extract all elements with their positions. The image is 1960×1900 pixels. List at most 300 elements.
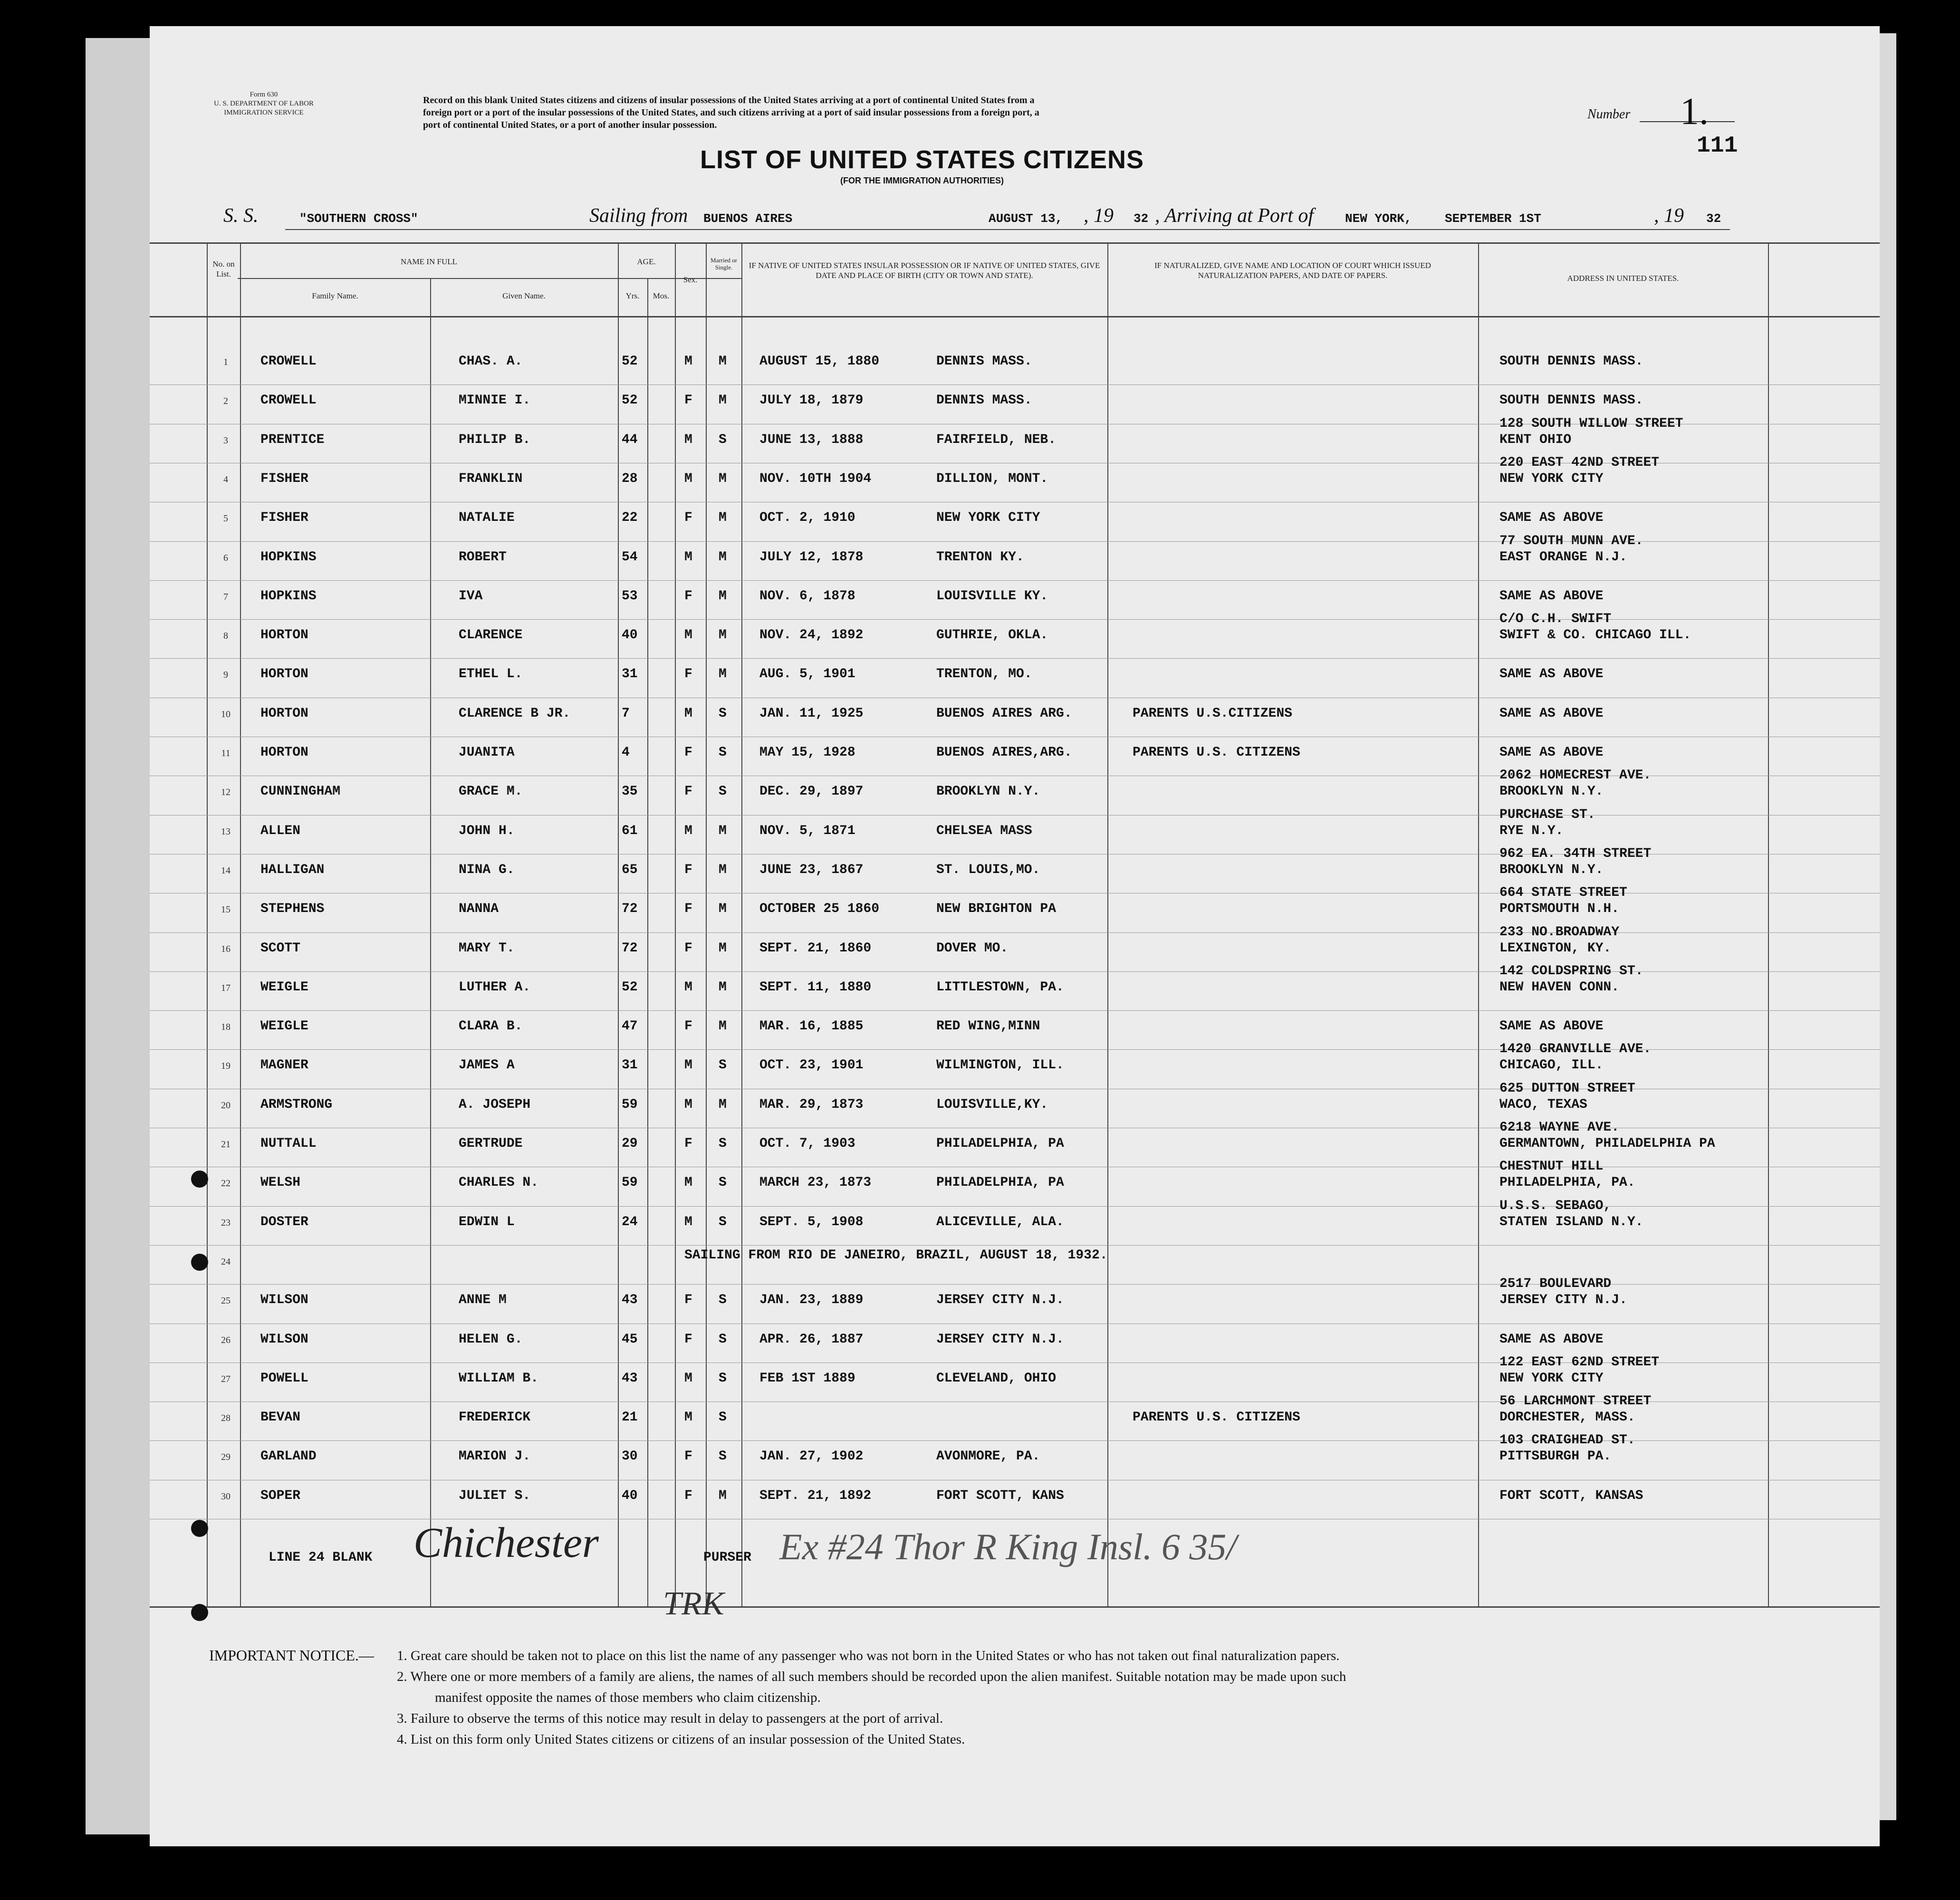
row-number: 23 <box>221 1217 231 1228</box>
family-name: CUNNINGHAM <box>260 784 341 799</box>
address-line-1: C/O C.H. SWIFT <box>1499 612 1612 627</box>
header-married-single: Married or Single. <box>711 257 737 271</box>
sex: F <box>684 1019 692 1034</box>
birth-place: LITTLESTOWN, PA. <box>936 979 1064 995</box>
address-line-1: 122 EAST 62ND STREET <box>1499 1354 1660 1370</box>
birth-place: FAIRFIELD, NEB. <box>936 432 1057 447</box>
row-number: 11 <box>221 748 231 758</box>
row-number: 7 <box>223 591 228 602</box>
given-name: FREDERICK <box>459 1410 531 1425</box>
address-line-2: PITTSBURGH PA. <box>1499 1449 1612 1464</box>
family-name: HOPKINS <box>260 549 317 565</box>
row-number: 24 <box>221 1256 231 1267</box>
page-subtitle: (FOR THE IMMIGRATION AUTHORITIES) <box>840 176 1004 185</box>
arrival-date: SEPTEMBER 1ST <box>1445 211 1541 226</box>
page-number: 111 <box>1697 133 1738 159</box>
address-line-2: SWIFT & CO. CHICAGO ILL. <box>1499 628 1691 643</box>
given-name: ETHEL L. <box>459 667 523 682</box>
address-line-1: 2062 HOMECREST AVE. <box>1499 768 1652 783</box>
marital-status: M <box>719 667 727 682</box>
birth-place: LOUISVILLE,KY. <box>936 1097 1048 1112</box>
birth-date: MAR. 29, 1873 <box>759 1097 864 1112</box>
row-number: 4 <box>223 474 228 485</box>
address-line-2: BROOKLYN N.Y. <box>1499 784 1604 799</box>
sex: F <box>684 784 692 799</box>
row-rule <box>150 1206 1880 1207</box>
arriving-label: , Arriving at Port of <box>1155 205 1314 227</box>
age-years: 7 <box>622 706 630 721</box>
age-years: 47 <box>622 1019 638 1034</box>
table-bottom-border <box>150 1606 1880 1608</box>
age-years: 59 <box>622 1097 638 1112</box>
age-years: 52 <box>622 393 638 408</box>
row-number: 9 <box>223 670 228 681</box>
birth-date: AUG. 5, 1901 <box>759 667 855 682</box>
number-value: 1. <box>1680 91 1709 133</box>
age-years: 43 <box>622 1371 638 1386</box>
marital-status: M <box>719 510 727 526</box>
voyage-underline <box>285 229 1730 230</box>
row-number: 22 <box>221 1178 231 1189</box>
age-years: 59 <box>622 1175 638 1190</box>
birth-place: DENNIS MASS. <box>936 393 1032 408</box>
punch-hole <box>191 1604 208 1621</box>
birth-place: ST. LOUIS,MO. <box>936 862 1040 877</box>
sex: M <box>684 471 692 486</box>
family-name: POWELL <box>260 1371 308 1386</box>
header-name-in-full: NAME IN FULL <box>401 257 457 266</box>
given-name: ROBERT <box>459 549 507 565</box>
family-name: SCOTT <box>260 940 301 956</box>
birth-date: MAR. 16, 1885 <box>759 1019 864 1034</box>
address-line-1: 220 EAST 42ND STREET <box>1499 455 1660 470</box>
ss-label: S. S. <box>223 205 259 227</box>
birth-place: WILMINGTON, ILL. <box>936 1058 1064 1073</box>
birth-date: JAN. 23, 1889 <box>759 1293 864 1308</box>
sex: F <box>684 745 692 760</box>
sex: F <box>684 1449 692 1464</box>
address-line-2: STATEN ISLAND N.Y. <box>1499 1214 1643 1229</box>
family-name: HORTON <box>260 667 308 682</box>
birth-date: MAY 15, 1928 <box>759 745 855 760</box>
birth-place: DILLION, MONT. <box>936 471 1048 486</box>
sex: F <box>684 588 692 604</box>
marital-status: S <box>719 1136 727 1151</box>
given-name: PHILIP B. <box>459 432 531 447</box>
marital-status: S <box>719 1332 727 1347</box>
sail-year: 32 <box>1134 211 1149 226</box>
header-given-name: Given Name. <box>502 291 546 300</box>
birth-date: JUNE 23, 1867 <box>759 862 864 877</box>
marital-status: M <box>719 862 727 877</box>
sex: F <box>684 393 692 408</box>
marital-status: M <box>719 902 727 917</box>
family-name: FISHER <box>260 471 308 486</box>
ship-name: "SOUTHERN CROSS" <box>299 211 418 226</box>
birth-place: TRENTON, MO. <box>936 667 1032 682</box>
header-address: ADDRESS IN UNITED STATES. <box>1567 274 1679 283</box>
given-name: MINNIE I. <box>459 393 531 408</box>
birth-date: OCT. 2, 1910 <box>759 510 855 526</box>
birth-place: PHILADELPHIA, PA <box>936 1136 1064 1151</box>
address-line-1: PURCHASE ST. <box>1499 807 1595 822</box>
age-years: 21 <box>622 1410 638 1425</box>
punch-hole <box>191 1171 208 1188</box>
notice-item: 3. Failure to observe the terms of this notice may result in delay to passengers at the port of arrival. <box>397 1711 943 1726</box>
marital-status: M <box>719 1097 727 1112</box>
family-name: HOPKINS <box>260 588 317 604</box>
row-rule <box>150 1245 1880 1246</box>
address-line-2: NEW HAVEN CONN. <box>1499 979 1620 995</box>
age-years: 40 <box>622 628 638 643</box>
given-name: JUANITA <box>459 745 515 760</box>
address-line-1: 6218 WAYNE AVE. <box>1499 1120 1620 1135</box>
birth-place: BUENOS AIRES,ARG. <box>936 745 1072 760</box>
marital-status: S <box>719 1058 727 1073</box>
given-name: CLARENCE <box>459 628 523 643</box>
birth-date: NOV. 5, 1871 <box>759 823 855 838</box>
sex: M <box>684 1371 692 1386</box>
age-years: 45 <box>622 1332 638 1347</box>
address-line-2: CHICAGO, ILL. <box>1499 1058 1604 1073</box>
marital-status: S <box>719 784 727 799</box>
birth-place: CLEVELAND, OHIO <box>936 1371 1057 1386</box>
age-years: 43 <box>622 1293 638 1308</box>
family-name: PRENTICE <box>260 432 325 447</box>
age-years: 24 <box>622 1214 638 1229</box>
age-years: 72 <box>622 902 638 917</box>
address-line-1: 233 NO.BROADWAY <box>1499 924 1620 940</box>
address-line-2: SOUTH DENNIS MASS. <box>1499 393 1643 408</box>
age-years: 54 <box>622 549 638 565</box>
birth-date: FEB 1ST 1889 <box>759 1371 855 1386</box>
given-name: LUTHER A. <box>459 979 531 995</box>
row-rule <box>150 1010 1880 1011</box>
handwritten-annotation: Ex #24 Thor R King Insl. 6 35/ <box>779 1526 1237 1567</box>
given-name: CLARA B. <box>459 1019 523 1034</box>
address-line-2: WACO, TEXAS <box>1499 1097 1587 1112</box>
age-years: 30 <box>622 1449 638 1464</box>
address-line-1: 2517 BOULEVARD <box>1499 1276 1612 1292</box>
row-rule <box>150 580 1880 581</box>
punch-hole <box>191 1520 208 1537</box>
age-years: 28 <box>622 471 638 486</box>
given-name: JULIET S. <box>459 1488 531 1503</box>
family-name: WELSH <box>260 1175 301 1190</box>
sex: F <box>684 1136 692 1151</box>
col-divider <box>647 278 648 1606</box>
marital-status: S <box>719 745 727 760</box>
marital-status: M <box>719 393 727 408</box>
birth-date: JAN. 27, 1902 <box>759 1449 864 1464</box>
age-years: 52 <box>622 354 638 369</box>
marital-status: M <box>719 354 727 369</box>
sex: M <box>684 432 692 447</box>
marital-status: S <box>719 1293 727 1308</box>
marital-status: S <box>719 1214 727 1229</box>
age-years: 31 <box>622 667 638 682</box>
address-line-2: SAME AS ABOVE <box>1499 510 1604 526</box>
sex: F <box>684 940 692 956</box>
notice-label: IMPORTANT NOTICE.— <box>209 1647 374 1664</box>
given-name: A. JOSEPH <box>459 1097 531 1112</box>
purser-label: PURSER <box>703 1550 751 1565</box>
sex: F <box>684 1293 692 1308</box>
row-number: 19 <box>221 1061 231 1072</box>
birth-date: NOV. 24, 1892 <box>759 628 864 643</box>
header-age: AGE. <box>637 257 656 266</box>
birth-place: JERSEY CITY N.J. <box>936 1293 1064 1308</box>
sex: M <box>684 1214 692 1229</box>
address-line-2: NEW YORK CITY <box>1499 1371 1604 1386</box>
address-line-1: 962 EA. 34TH STREET <box>1499 846 1652 861</box>
sex: M <box>684 354 692 369</box>
table-header-bottom <box>150 316 1880 317</box>
birth-date: JAN. 11, 1925 <box>759 706 864 721</box>
marital-status: M <box>719 549 727 565</box>
form-department: U. S. DEPARTMENT OF LABOR <box>214 100 314 107</box>
address-line-2: SAME AS ABOVE <box>1499 1332 1604 1347</box>
notice-item: 1. Great care should be taken not to place on this list the name of any passenger who was not born in the United States or who has not taken out final naturalization papers. <box>397 1648 1340 1663</box>
row-number: 1 <box>223 357 228 367</box>
birth-place: BROOKLYN N.Y. <box>936 784 1040 799</box>
marital-status: M <box>719 823 727 838</box>
col-divider <box>430 278 431 1606</box>
birth-place: DENNIS MASS. <box>936 354 1032 369</box>
row-number: 6 <box>223 552 228 563</box>
age-years: 22 <box>622 510 638 526</box>
age-years: 31 <box>622 1058 638 1073</box>
row-number: 10 <box>221 709 231 720</box>
birth-date: OCT. 7, 1903 <box>759 1136 855 1151</box>
row-number: 27 <box>221 1373 231 1384</box>
birth-place: AVONMORE, PA. <box>936 1449 1040 1464</box>
address-line-2: EAST ORANGE N.J. <box>1499 549 1627 565</box>
given-name: JOHN H. <box>459 823 515 838</box>
address-line-2: JERSEY CITY N.J. <box>1499 1293 1627 1308</box>
marital-status: M <box>719 1488 727 1503</box>
form-identifier <box>181 90 347 117</box>
birth-place: NEW YORK CITY <box>936 510 1040 526</box>
sex: F <box>684 862 692 877</box>
family-name: WEIGLE <box>260 979 308 995</box>
birth-place: FORT SCOTT, KANS <box>936 1488 1064 1503</box>
family-name: HALLIGAN <box>260 862 325 877</box>
address-line-2: SAME AS ABOVE <box>1499 588 1604 604</box>
marital-status: M <box>719 940 727 956</box>
family-name: WILSON <box>260 1293 308 1308</box>
sex: M <box>684 1058 692 1073</box>
row-number: 21 <box>221 1139 231 1150</box>
address-line-1: 625 DUTTON STREET <box>1499 1081 1635 1096</box>
given-name: EDWIN L <box>459 1214 515 1229</box>
sailing-note: SAILING FROM RIO DE JANEIRO, BRAZIL, AUGUST 18, 1932. <box>684 1247 1108 1263</box>
address-line-2: SOUTH DENNIS MASS. <box>1499 354 1643 369</box>
family-name: HORTON <box>260 706 308 721</box>
instruction-line: Record on this blank United States citizens and citizens of insular possessions of the United States arriving at a port of continental United States from a <box>423 95 1035 106</box>
given-name: MARY T. <box>459 940 515 956</box>
header-months: Mos. <box>653 291 670 300</box>
initials-annotation: TRK <box>663 1585 724 1622</box>
birth-place: TRENTON KY. <box>936 549 1024 565</box>
birth-place: ALICEVILLE, ALA. <box>936 1214 1064 1229</box>
header-sex: Sex. <box>683 275 698 284</box>
address-line-1: CHESTNUT HILL <box>1499 1159 1604 1174</box>
arrival-port: NEW YORK, <box>1345 211 1412 226</box>
marital-status: M <box>719 588 727 604</box>
sail-date: AUGUST 13, <box>989 211 1063 226</box>
birth-date: DEC. 29, 1897 <box>759 784 864 799</box>
page-title: LIST OF UNITED STATES CITIZENS <box>700 145 1144 174</box>
row-rule <box>150 384 1880 385</box>
row-number: 16 <box>221 943 231 954</box>
address-line-1: 77 SOUTH MUNN AVE. <box>1499 533 1643 548</box>
birth-place: PHILADELPHIA, PA <box>936 1175 1064 1190</box>
table-top-border <box>150 242 1880 244</box>
marital-status: S <box>719 1449 727 1464</box>
age-years: 65 <box>622 862 638 877</box>
age-years: 35 <box>622 784 638 799</box>
sex: M <box>684 549 692 565</box>
birth-date: OCT. 23, 1901 <box>759 1058 864 1073</box>
family-name: WEIGLE <box>260 1019 308 1034</box>
row-rule <box>150 658 1880 659</box>
address-line-1: 56 LARCHMONT STREET <box>1499 1394 1652 1409</box>
birth-date: JULY 18, 1879 <box>759 393 864 408</box>
address-line-2: RYE N.Y. <box>1499 823 1564 838</box>
notice-item: 4. List on this form only United States citizens or citizens of an insular possession of the United States. <box>397 1732 965 1747</box>
family-name: SOPER <box>260 1488 301 1503</box>
address-line-1: 103 CRAIGHEAD ST. <box>1499 1433 1635 1448</box>
naturalization: PARENTS U.S.CITIZENS <box>1133 706 1293 721</box>
birth-place: JERSEY CITY N.J. <box>936 1332 1064 1347</box>
family-name: HORTON <box>260 745 308 760</box>
row-number: 17 <box>221 982 231 993</box>
birth-date: JULY 12, 1878 <box>759 549 864 565</box>
punch-hole <box>191 1254 208 1271</box>
address-line-1: 142 COLDSPRING ST. <box>1499 963 1643 979</box>
sex: M <box>684 1097 692 1112</box>
marital-status: S <box>719 1175 727 1190</box>
given-name: CHAS. A. <box>459 354 523 369</box>
given-name: GERTRUDE <box>459 1136 523 1151</box>
notice-item: 2. Where one or more members of a family are aliens, the names of all such members should be recorded upon the alien manifest. Suitable notation may be made upon such <box>397 1669 1346 1684</box>
marital-status: M <box>719 1019 727 1034</box>
given-name: GRACE M. <box>459 784 523 799</box>
row-number: 26 <box>221 1334 231 1345</box>
departure-port: BUENOS AIRES <box>703 211 793 226</box>
sex: F <box>684 1332 692 1347</box>
family-name: HORTON <box>260 628 308 643</box>
given-name: CHARLES N. <box>459 1175 539 1190</box>
year-prefix: , 19 <box>1084 205 1114 227</box>
sex: M <box>684 979 692 995</box>
birth-place: RED WING,MINN <box>936 1019 1040 1034</box>
given-name: WILLIAM B. <box>459 1371 539 1386</box>
birth-date: NOV. 10TH 1904 <box>759 471 872 486</box>
birth-date: OCTOBER 25 1860 <box>759 902 880 917</box>
sex: M <box>684 628 692 643</box>
given-name: NATALIE <box>459 510 515 526</box>
address-line-1: 128 SOUTH WILLOW STREET <box>1499 416 1683 431</box>
family-name: WILSON <box>260 1332 308 1347</box>
sex: M <box>684 1175 692 1190</box>
age-years: 44 <box>622 432 638 447</box>
birth-date: AUGUST 15, 1880 <box>759 354 880 369</box>
marital-status: M <box>719 628 727 643</box>
row-rule <box>150 1284 1880 1285</box>
sailing-label: Sailing from <box>589 205 688 227</box>
address-line-2: SAME AS ABOVE <box>1499 667 1604 682</box>
birth-place: NEW BRIGHTON PA <box>936 902 1057 917</box>
master-signature: Chichester <box>413 1519 599 1566</box>
header-years: Yrs. <box>625 291 640 300</box>
age-years: 40 <box>622 1488 638 1503</box>
given-name: JAMES A <box>459 1058 515 1073</box>
address-line-1: 1420 GRANVILLE AVE. <box>1499 1042 1652 1057</box>
address-line-2: GERMANTOWN, PHILADELPHIA PA <box>1499 1136 1715 1151</box>
row-number: 5 <box>223 513 228 524</box>
age-years: 29 <box>622 1136 638 1151</box>
address-line-2: KENT OHIO <box>1499 432 1572 447</box>
address-line-1: U.S.S. SEBAGO, <box>1499 1198 1612 1213</box>
birth-date: MARCH 23, 1873 <box>759 1175 872 1190</box>
sex: F <box>684 667 692 682</box>
sex: M <box>684 706 692 721</box>
row-number: 28 <box>221 1413 231 1424</box>
sex: M <box>684 1410 692 1425</box>
row-number: 2 <box>223 396 228 407</box>
row-number: 15 <box>221 904 231 915</box>
row-number: 25 <box>221 1295 231 1306</box>
given-name: NINA G. <box>459 862 515 877</box>
address-line-2: BROOKLYN N.Y. <box>1499 862 1604 877</box>
given-name: MARION J. <box>459 1449 531 1464</box>
age-years: 52 <box>622 979 638 995</box>
row-number: 8 <box>223 631 228 642</box>
age-years: 72 <box>622 940 638 956</box>
row-number: 29 <box>221 1452 231 1463</box>
row-rule <box>150 619 1880 620</box>
marital-status: S <box>719 706 727 721</box>
birth-date: SEPT. 11, 1880 <box>759 979 872 995</box>
marital-status: S <box>719 432 727 447</box>
row-number: 3 <box>223 435 228 446</box>
birth-date: NOV. 6, 1878 <box>759 588 855 604</box>
address-line-2: LEXINGTON, KY. <box>1499 940 1612 956</box>
row-number: 18 <box>221 1022 231 1033</box>
family-name: ARMSTRONG <box>260 1097 333 1112</box>
birth-date: JUNE 13, 1888 <box>759 432 864 447</box>
address-line-2: FORT SCOTT, KANSAS <box>1499 1488 1643 1503</box>
given-name: NANNA <box>459 902 499 917</box>
header-family-name: Family Name. <box>312 291 358 300</box>
birth-date: SEPT. 5, 1908 <box>759 1214 864 1229</box>
header-naturalized: IF NATURALIZED, GIVE NAME AND LOCATION OF COURT WHICH ISSUED NATURALIZATION PAPERS, AND DATE OF PAPERS. <box>1154 261 1431 280</box>
family-name: FISHER <box>260 510 308 526</box>
arrival-year: 32 <box>1706 211 1721 226</box>
address-line-2: PHILADELPHIA, PA. <box>1499 1175 1635 1190</box>
birth-date: APR. 26, 1887 <box>759 1332 864 1347</box>
instruction-line: port of continental United States, or a port of another insular possession. <box>423 120 717 130</box>
birth-date: SEPT. 21, 1892 <box>759 1488 872 1503</box>
family-name: GARLAND <box>260 1449 317 1464</box>
age-years: 61 <box>622 823 638 838</box>
given-name: FRANKLIN <box>459 471 523 486</box>
row-number: 12 <box>221 787 231 798</box>
address-line-2: PORTSMOUTH N.H. <box>1499 902 1620 917</box>
given-name: HELEN G. <box>459 1332 523 1347</box>
